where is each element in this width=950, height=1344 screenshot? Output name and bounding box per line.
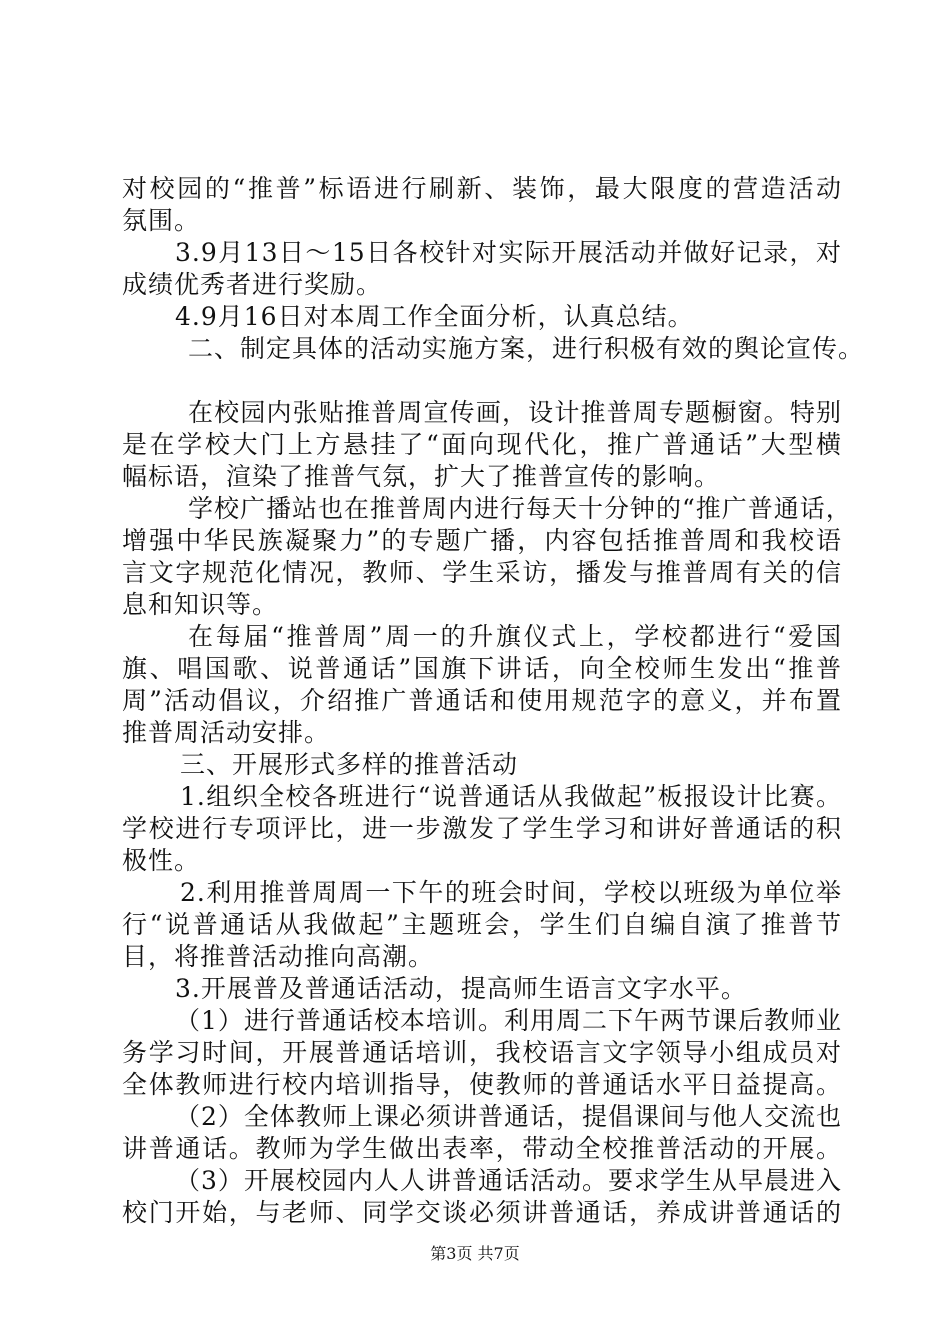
text-line: 务学习时间，开展普通话培训，我校语言文字领导小组成员对 <box>122 1038 842 1067</box>
text-line: 目，将推普活动推向高潮。 <box>122 942 435 971</box>
text-line: 全体教师进行校内培训指导，使教师的普通话水平日益提高。 <box>122 1070 842 1099</box>
text-line: 二、制定具体的活动实施方案，进行积极有效的舆论宣传。 <box>188 334 865 363</box>
text-line: 行“说普通话从我做起”主题班会，学生们自编自演了推普节 <box>122 910 842 939</box>
text-line: 在每届“推普周”周一的升旗仪式上，学校都进行“爱国 <box>188 622 842 651</box>
page-footer: 第3页 共7页 <box>430 1244 520 1263</box>
document-body <box>122 173 865 1229</box>
text-line: 3.开展普及普通话活动，提高师生语言文字水平。 <box>175 974 747 1003</box>
text-line: 3.9月13日～15日各校针对实际开展活动并做好记录，对 <box>175 238 842 267</box>
text-line: 讲普通话。教师为学生做出表率，带动全校推普活动的开展。 <box>122 1134 842 1163</box>
text-line: 学校广播站也在推普周内进行每天十分钟的“推广普通话， <box>188 494 852 523</box>
text-line: （2）全体教师上课必须讲普通话，提倡课间与他人交流也 <box>175 1102 842 1131</box>
text-line: 幅标语，渲染了推普气氛，扩大了推普宣传的影响。 <box>122 462 721 491</box>
text-line: 是在学校大门上方悬挂了“面向现代化，推广普通话”大型横 <box>122 430 842 459</box>
text-line: 2.利用推普周周一下午的班会时间，学校以班级为单位举 <box>180 878 842 907</box>
text-line: 极性。 <box>122 846 201 875</box>
text-line: 对校园的“推普”标语进行刷新、装饰，最大限度的营造活动 <box>122 174 842 203</box>
text-line: 言文字规范化情况，教师、学生采访，播发与推普周有关的信 <box>122 558 842 587</box>
text-line: （3）开展校园内人人讲普通话活动。要求学生从早晨进入 <box>175 1166 842 1195</box>
text-line: 在校园内张贴推普周宣传画，设计推普周专题橱窗。特别 <box>188 398 842 427</box>
text-line: 推普周活动安排。 <box>122 718 331 747</box>
text-line: 周”活动倡议，介绍推广普通话和使用规范字的意义，并布置 <box>122 686 842 715</box>
text-line: 校门开始，与老师、同学交谈必须讲普通话，养成讲普通话的 <box>122 1198 842 1227</box>
text-line: （1）进行普通话校本培训。利用周二下午两节课后教师业 <box>175 1006 842 1035</box>
text-line: 增强中华民族凝聚力”的专题广播，内容包括推普周和我校语 <box>122 526 842 555</box>
text-line: 旗、唱国歌、说普通话”国旗下讲话，向全校师生发出“推普 <box>122 654 842 683</box>
text-line: 氛围。 <box>122 206 201 235</box>
text-line: 成绩优秀者进行奖励。 <box>122 270 383 299</box>
text-line: 4.9月16日对本周工作全面分析，认真总结。 <box>175 302 694 331</box>
text-line: 三、开展形式多样的推普活动 <box>180 750 519 779</box>
text-line: 学校进行专项评比，进一步激发了学生学习和讲好普通话的积 <box>122 814 842 843</box>
text-line: 1.组织全校各班进行“说普通话从我做起”板报设计比赛。 <box>180 782 842 811</box>
text-line: 息和知识等。 <box>122 590 279 619</box>
